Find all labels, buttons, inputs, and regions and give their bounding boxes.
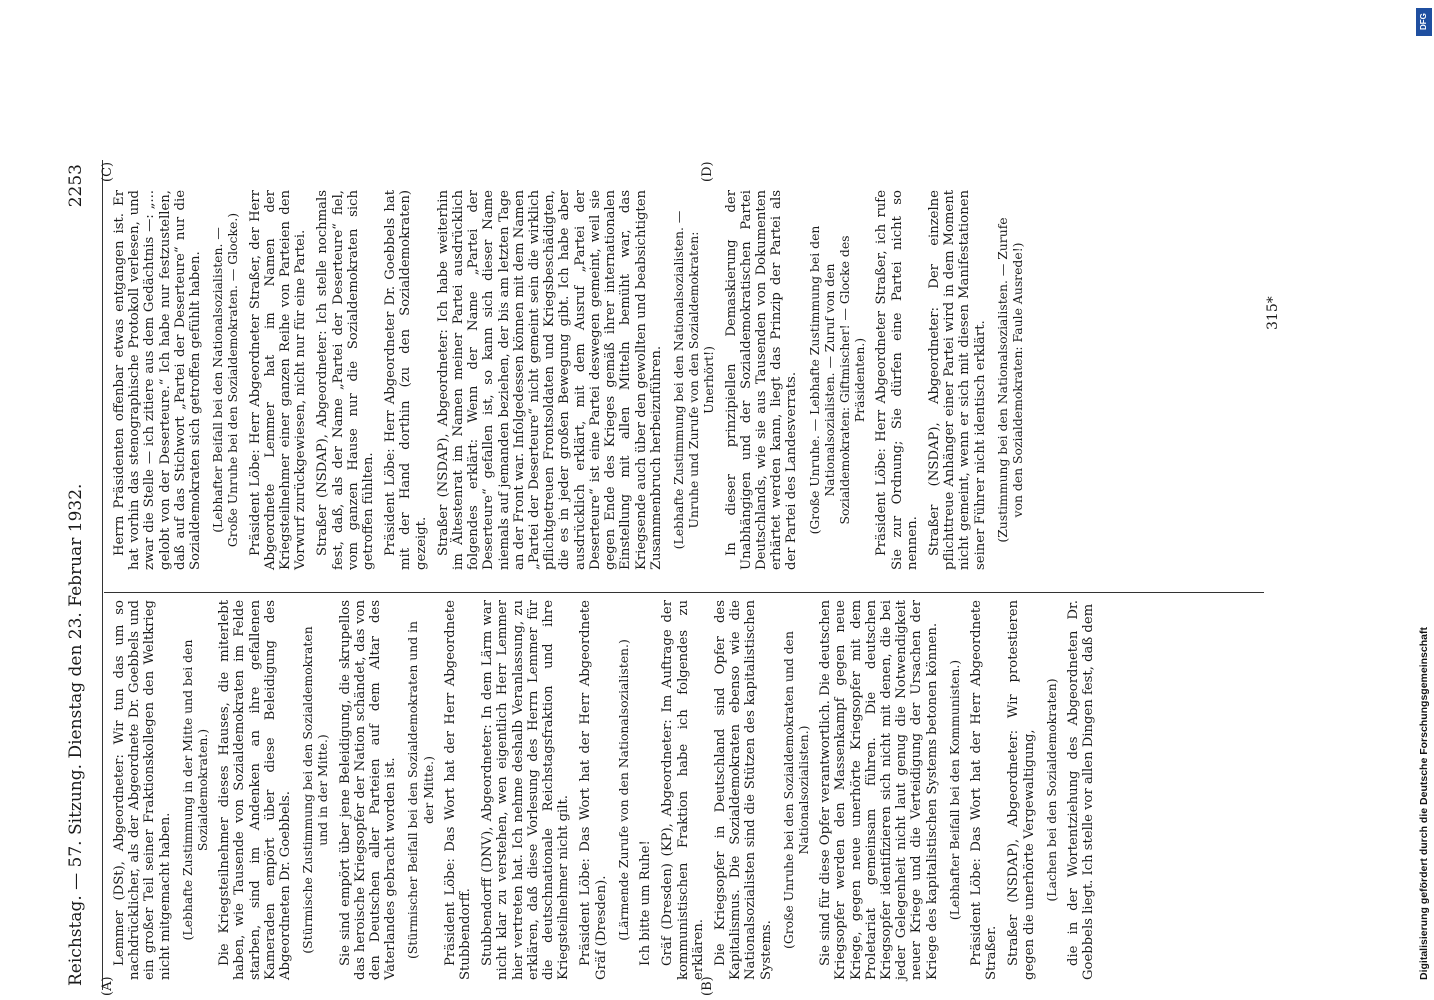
dfg-logo: DFG xyxy=(1416,8,1432,36)
margin-mark-d: (D) xyxy=(700,161,715,182)
paragraph: In dieser prinzipiellen Demaskierung der Unabhängigen und der Sozialdemokratischen Partei Deutschlands, wie sie aus Tausenden von Dokumenten erhärtet werden kann, liegt das Prinzip der Partei als der Partei des Landesverrats. xyxy=(723,190,800,570)
dfg-credit-text: Digitalisierung gefördert durch die Deutsche Forschungsgemeinschaft xyxy=(1418,627,1430,980)
margin-mark-b: (B) xyxy=(700,976,715,996)
paragraph: Sie sind für diese Opfer verantwortlich. Die deutschen Kriegsopfer werden den Massenkampf gegen neue Kriege, gegen neue unerhörte Kriegsopfer mit dem Proletariat gemeinsam führen. Die deutschen Kriegsopfer identifizieren sich nicht mit denen, die bei jeder Gelegenheit nicht laut genug die Notwendigkeit neuer Kriege und die Verteidigung der Ursachen der Kriege des kapitalistischen Systems betonen können. xyxy=(818,600,940,980)
paragraph: Die Kriegsopfer in Deutschland sind Opfer des Kapitalismus. Die Sozialdemokraten ebenso wie die Nationalsozialisten sind die Stützen des kapitalistischen Systems. xyxy=(712,600,774,980)
header-rule xyxy=(102,160,103,990)
paragraph: Stubbendorff (DNV), Abgeordneter: In dem Lärm war nicht klar zu verstehen, wen eigentlich Herr Lemmer hier vertreten hat. Ich nehme deshalb Veranlassung, zu erklären, daß diese Vorlesung des Herrn Lemmer für die deutschnationale Reichstagsfraktion und ihre Kriegsteilnehmer nicht gilt. xyxy=(480,600,572,980)
paragraph: Präsident Löbe: Herr Abgeordneter Dr. Goebbels hat mit der Hand dorthin (zu den Sozialdemokraten) gezeigt. xyxy=(383,190,429,570)
paragraph: Präsident Löbe: Das Wort hat der Herr Abgeordnete Stubbendorff. xyxy=(442,600,474,980)
left-column xyxy=(112,600,1103,980)
rotated-document-page xyxy=(60,160,1310,996)
interjection: (Zustimmung bei den Nationalsozialisten. — Zurufe von den Sozialdemokraten: Faule Ausrede!) xyxy=(994,217,1025,543)
interjection: (Große Unruhe bei den Sozialdemokraten und den Nationalsozialisten.) xyxy=(780,631,811,949)
paragraph: Straßer (NSDAP), Abgeordneter: Wir protestieren gegen die unerhörte Vergewaltigung, xyxy=(1006,600,1037,980)
interjection: (Lachen bei den Sozialdemokraten) xyxy=(1043,678,1059,902)
interjection: (Stürmischer Beifall bei den Sozialdemokraten und in der Mitte.) xyxy=(405,620,436,960)
right-column xyxy=(112,190,1032,570)
paragraph: Präsident Löbe: Herr Abgeordneter Straßer, der Herr Abgeordnete Lemmer hat im Namen der Kriegsteilnehmer einer ganzen Reihe von Parteien den Vorwurf zurückgewiesen, nicht nur für eine Partei. xyxy=(247,190,309,570)
paragraph: Herrn Präsidenten offenbar etwas entgangen ist. Er hat vorhin das stenographische Protokoll verlesen, und zwar die Stelle — ich zitiere aus dem Gedächtnis —: „... gelobt von der Deserteure.“ Ich habe nur festzustellen, daß auf das Stichwort „Partei der Deserteure“ nur die Sozialdemokraten sich getroffen gefühlt haben. xyxy=(112,190,204,570)
dfg-credit-strip xyxy=(1416,8,1434,988)
paragraph: Sie sind empört über jene Beleidigung, die skrupellos das heroische Kriegsopfer der Nation schändet, das von den Deutschen aller Parteien auf dem Altar des Vaterlandes gebracht worden ist. xyxy=(337,600,399,980)
column-divider xyxy=(104,592,1264,593)
page-number: 2253 xyxy=(66,164,86,208)
paragraph: Präsident Löbe: Das Wort hat der Herr Abgeordnete Gräf (Dresden). xyxy=(578,600,609,980)
interjection: (Lebhafter Beifall bei den Nationalsozialisten. — Große Unruhe bei den Sozialdemokraten. — Glocke.) xyxy=(210,212,241,548)
interjection: (Stürmische Zustimmung bei den Sozialdemokraten und in der Mitte.) xyxy=(300,626,331,954)
paragraph: Lemmer (DSt), Abgeordneter: Wir tun das um so nachdrücklicher, als der Abgeordnete Dr. Goebbels und ein großer Teil seiner Fraktionskollegen den Weltkrieg nicht mitgemacht haben. xyxy=(112,600,173,980)
margin-mark-a: (A) xyxy=(100,976,115,996)
interjection: (Lärmende Zurufe von den Nationalsozialisten.) xyxy=(615,639,631,941)
header-title: Reichstag. — 57. Sitzung. Dienstag den 23. Februar 1932. xyxy=(66,483,86,986)
paragraph: Ich bitte um Ruhe! xyxy=(638,840,654,966)
interjection: (Lebhafte Zustimmung in der Mitte und bei den Sozialdemokraten.) xyxy=(179,639,211,941)
interjection: (Lebhafter Beifall bei den Kommunisten.) xyxy=(946,659,962,921)
margin-mark-c: (C) xyxy=(100,161,115,182)
paragraph: Die Kriegsteilnehmer dieses Hauses, die miterlebt haben, wie Tausende von Sozialdemokraten im Felde starben, sind im Andenken an ihre gefallenen Kameraden empört über diese Beleidigung des Abgeordneten Dr. Goebbels. xyxy=(217,600,294,980)
running-header xyxy=(60,160,100,990)
interjection: (Lebhafte Zustimmung bei den Nationalsozialisten. — Unruhe und Zurufe von den Sozialdemokraten: Unerhört!) xyxy=(670,210,717,550)
paragraph: Straßer (NSDAP), Abgeordneter: Ich stelle nochmals fest, daß, als der Name „Partei der Deserteure“ fiel, vom ganzen Hause nur die Sozialdemokraten sich getroffen fühlten. xyxy=(315,190,377,570)
paragraph: Präsident Löbe: Herr Abgeordneter Straßer, ich rufe Sie zur Ordnung; Sie dürfen eine Partei nicht so nennen. xyxy=(874,190,920,570)
folio-number: 315* xyxy=(1265,296,1281,330)
paragraph: Präsident Löbe: Das Wort hat der Herr Abgeordnete Straßer. xyxy=(968,600,1000,980)
interjection: (Große Unruhe. — Lebhafte Zustimmung bei den Nationalsozialisten. — Zuruf von den Sozialdemokraten: Giftmischer! — Glocke des Präsidenten.) xyxy=(806,225,868,535)
paragraph: Straßer (NSDAP), Abgeordneter: Ich habe weiterhin im Ältestenrat im Namen meiner Partei ausdrücklich folgendes erklärt: Wenn der Name „Partei der Deserteure“ gefallen ist, so kann sich dieser Name niemals auf jemanden beziehen, der bis am letzten Tage an der Front war. Infolgedessen können mit dem Namen „Partei der Deserteure“ nicht gemeint sein die wirklich pflichtgetreuen Frontsoldaten und Kriegsbeschädigten, die es in jeder großen Bewegung gibt. Ich habe aber ausdrücklich erklärt, mit dem Ausruf „Partei der Deserteure“ ist eine Partei deswegen gemeint, weil sie gegen Ende des Krieges gemäß ihrer internationalen Einstellung mit allen Mitteln bemüht war, das Kriegsende auch über den gewollten und beabsichtigten Zusammenbruch herbeizuführen. xyxy=(435,190,664,570)
paragraph: Gräf (Dresden) (KP), Abgeordneter: Im Auftrage der kommunistischen Fraktion habe ich folgendes zu erklären. xyxy=(660,600,706,980)
paragraph: die in der Wortentziehung des Abgeordneten Dr. Goebbels liegt. Ich stelle vor allen Dingen fest, daß dem xyxy=(1065,600,1097,980)
paragraph: Straßer (NSDAP), Abgeordneter: Der einzelne pflichttreue Anhänger einer Partei wird in dem Moment nicht gemeint, wenn er sich mit diesen Manifestationen seiner Führer nicht identisch erklärt. xyxy=(926,190,988,570)
